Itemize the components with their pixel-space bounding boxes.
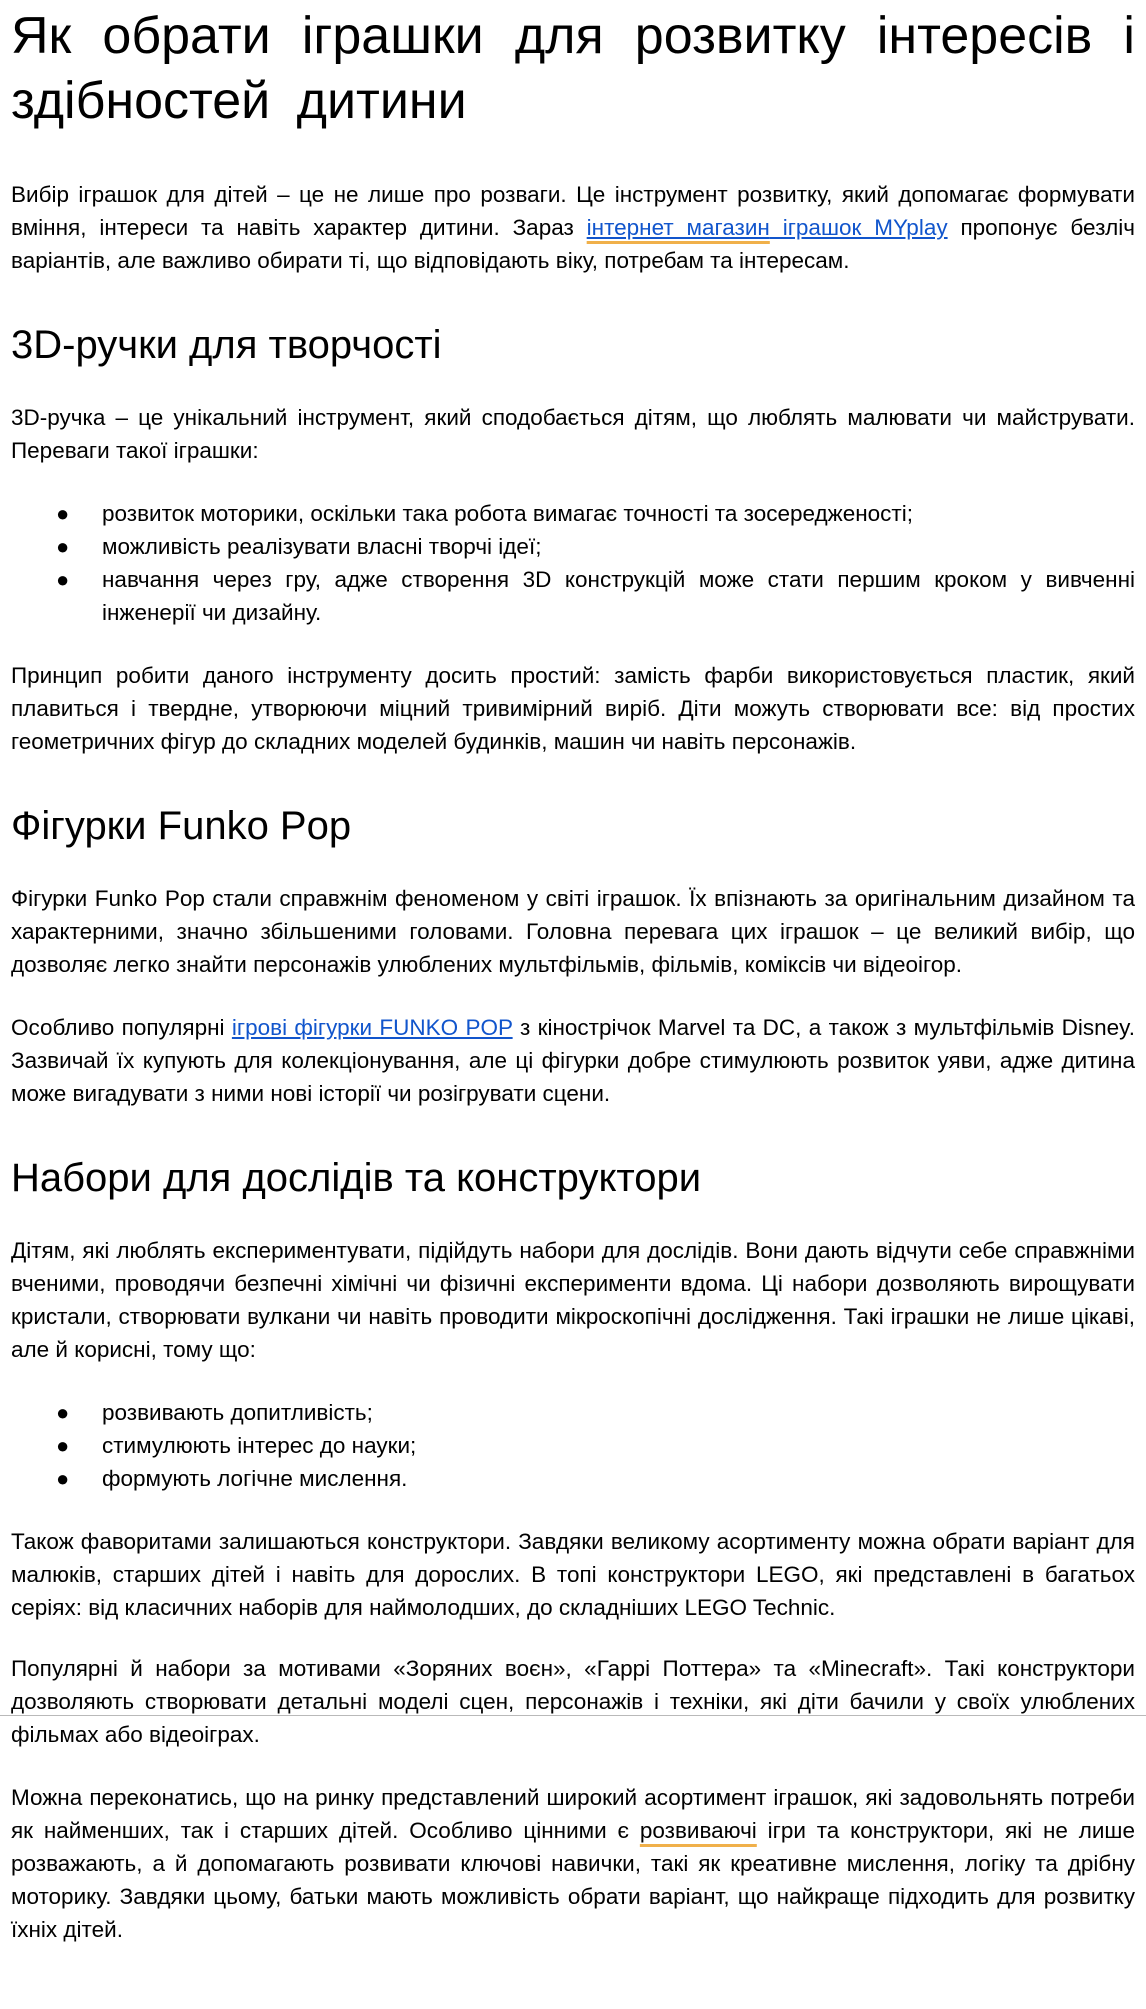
section-3d-pens-paragraph-2: Принцип робити даного інструменту досить простий: замість фарби використовується пластик, який плавиться і твердне, утворюючи міцний тривимірний виріб. Діти можуть створювати все: від простих геометричних фігур до складних моделей будинків, машин чи навіть персонажів.: [11, 663, 1135, 754]
section-3d-pens-paragraph-1: 3D-ручка – це унікальний інструмент, який сподобається дітям, що люблять малювати чи майструвати. Переваги такої іграшки:: [11, 405, 1135, 463]
paragraph-text: Можна переконатись, що на ринку представлений широкий асортимент іграшок, які задовольнять потреби як найменших, так і старших дітей. Особливо цінними є: [11, 1785, 1135, 1843]
intro-text: Вибір іграшок для дітей – це не лише про розваги. Це інструмент розвитку, який допомагає формувати вміння, інтереси та навіть характер дитини. Зараз: [11, 182, 1135, 240]
section-funko-paragraph-1: Фігурки Funko Pop стали справжнім феноменом у світі іграшок. Їх впізнають за оригінальним дизайном та характерними, значно збільшеними головами. Головна перевага цих іграшок – це великий вибір, що дозволяє легко знайти персонажів улюблених мультфільмів, фільмів, коміксів чи відеоігор.: [11, 886, 1135, 977]
article-title: Як обрати іграшки для розвитку інтересів і здібностей дитини: [11, 7, 1135, 130]
paragraph-text-after: ігри та конструктори, які не лише розважають, а й допомагають розвивати ключові навички, такі як креативне мислення, логіку та дрібну моторику. Завдяки цьому, батьки мають можливість обрати варіант, що найкраще підходить для розвитку їхніх дітей.: [11, 1818, 1135, 1942]
funko-pop-figures-link[interactable]: ігрові фігурки FUNKO POP: [231, 1015, 513, 1040]
myplay-store-link[interactable]: [587, 215, 948, 240]
document-body: [0, 4, 1146, 1946]
bullet-icon: ●: [56, 501, 70, 526]
conclusion-paragraph: [11, 1781, 1135, 1946]
link-text-rest[interactable]: іграшок MYplay: [769, 215, 948, 240]
bullet-icon: ●: [56, 1433, 70, 1458]
section-science-paragraph-1: Дітям, які люблять експериментувати, підійдуть набори для дослідів. Вони дають відчути себе справжніми вченими, проводячи безпечні хімічні чи фізичні експерименти вдома. Ці набори дозволяють вирощувати кристали, створювати вулкани чи навіть проводити мікроскопічні дослідження. Такі іграшки не лише цікаві, але й корисні, тому що:: [11, 1238, 1135, 1362]
bullet-icon: ●: [56, 1400, 70, 1425]
section-science-bullet-list: [11, 1396, 1135, 1495]
list-item-text: розвивають допитливість;: [102, 1400, 373, 1425]
section-science-paragraph-2: Також фаворитами залишаються конструктори. Завдяки великому асортименту можна обрати варіант для малюків, старших дітей і навіть для дорослих. В топі конструктори LEGO, які представлені в багатьох серіях: від класичних наборів для наймолодших, до складніших LEGO Technic.: [11, 1529, 1135, 1620]
section-science-paragraph-3: Популярні й набори за мотивами «Зоряних воєн», «Гаррі Поттера» та «Minecraft». Такі конструктори дозволяють створювати детальні моделі сцен, персонажів і техніки, які діти бачили у своїх улюблених фільмах або відеоіграх.: [11, 1656, 1135, 1747]
page-break-divider: [0, 1715, 1146, 1716]
bullet-icon: ●: [56, 534, 70, 559]
intro-text-after: пропонує безліч варіантів, але важливо обирати ті, що відповідають віку, потребам та інтересам.: [11, 215, 1135, 273]
section-heading-funko-pop: Фігурки Funko Pop: [11, 804, 352, 848]
list-item: [11, 563, 1135, 629]
section-heading-3d-pens: 3D-ручки для творчості: [11, 323, 442, 367]
list-item-text: розвиток моторики, оскільки така робота вимагає точності та зосередженості;: [102, 501, 913, 526]
section-3d-pens-bullet-list: [11, 497, 1135, 629]
list-item-text: можливість реалізувати власні творчі ідеї;: [102, 534, 542, 559]
bullet-icon: ●: [56, 1466, 70, 1491]
section-funko-paragraph-2: [11, 1011, 1135, 1110]
spellcheck-flagged-word[interactable]: розвиваючі: [639, 1818, 757, 1843]
list-item-text: стимулюють інтерес до науки;: [102, 1433, 417, 1458]
list-item: [11, 530, 1135, 563]
paragraph-text-after: з кінострічок Marvel та DC, а також з мультфільмів Disney. Зазвичай їх купують для колекціонування, але ці фігурки добре стимулюють розвиток уяви, адже дитина може вигадувати з ними нові історії чи розігрувати сцени.: [11, 1015, 1135, 1106]
bullet-icon: ●: [56, 567, 70, 592]
list-item: [11, 1396, 1135, 1429]
list-item: [11, 1429, 1135, 1462]
list-item-text: формують логічне мислення.: [102, 1466, 408, 1491]
intro-paragraph: [11, 178, 1135, 277]
section-heading-science-kits: Набори для дослідів та конструктори: [11, 1156, 702, 1200]
spellcheck-flagged-link-text[interactable]: інтернет магазин: [586, 215, 770, 240]
list-item-text: навчання через гру, адже створення 3D конструкцій може стати першим кроком у вивченні інженерії чи дизайну.: [102, 567, 1135, 625]
list-item: [11, 1462, 1135, 1495]
list-item: [11, 497, 1135, 530]
paragraph-text: Особливо популярні: [11, 1015, 232, 1040]
